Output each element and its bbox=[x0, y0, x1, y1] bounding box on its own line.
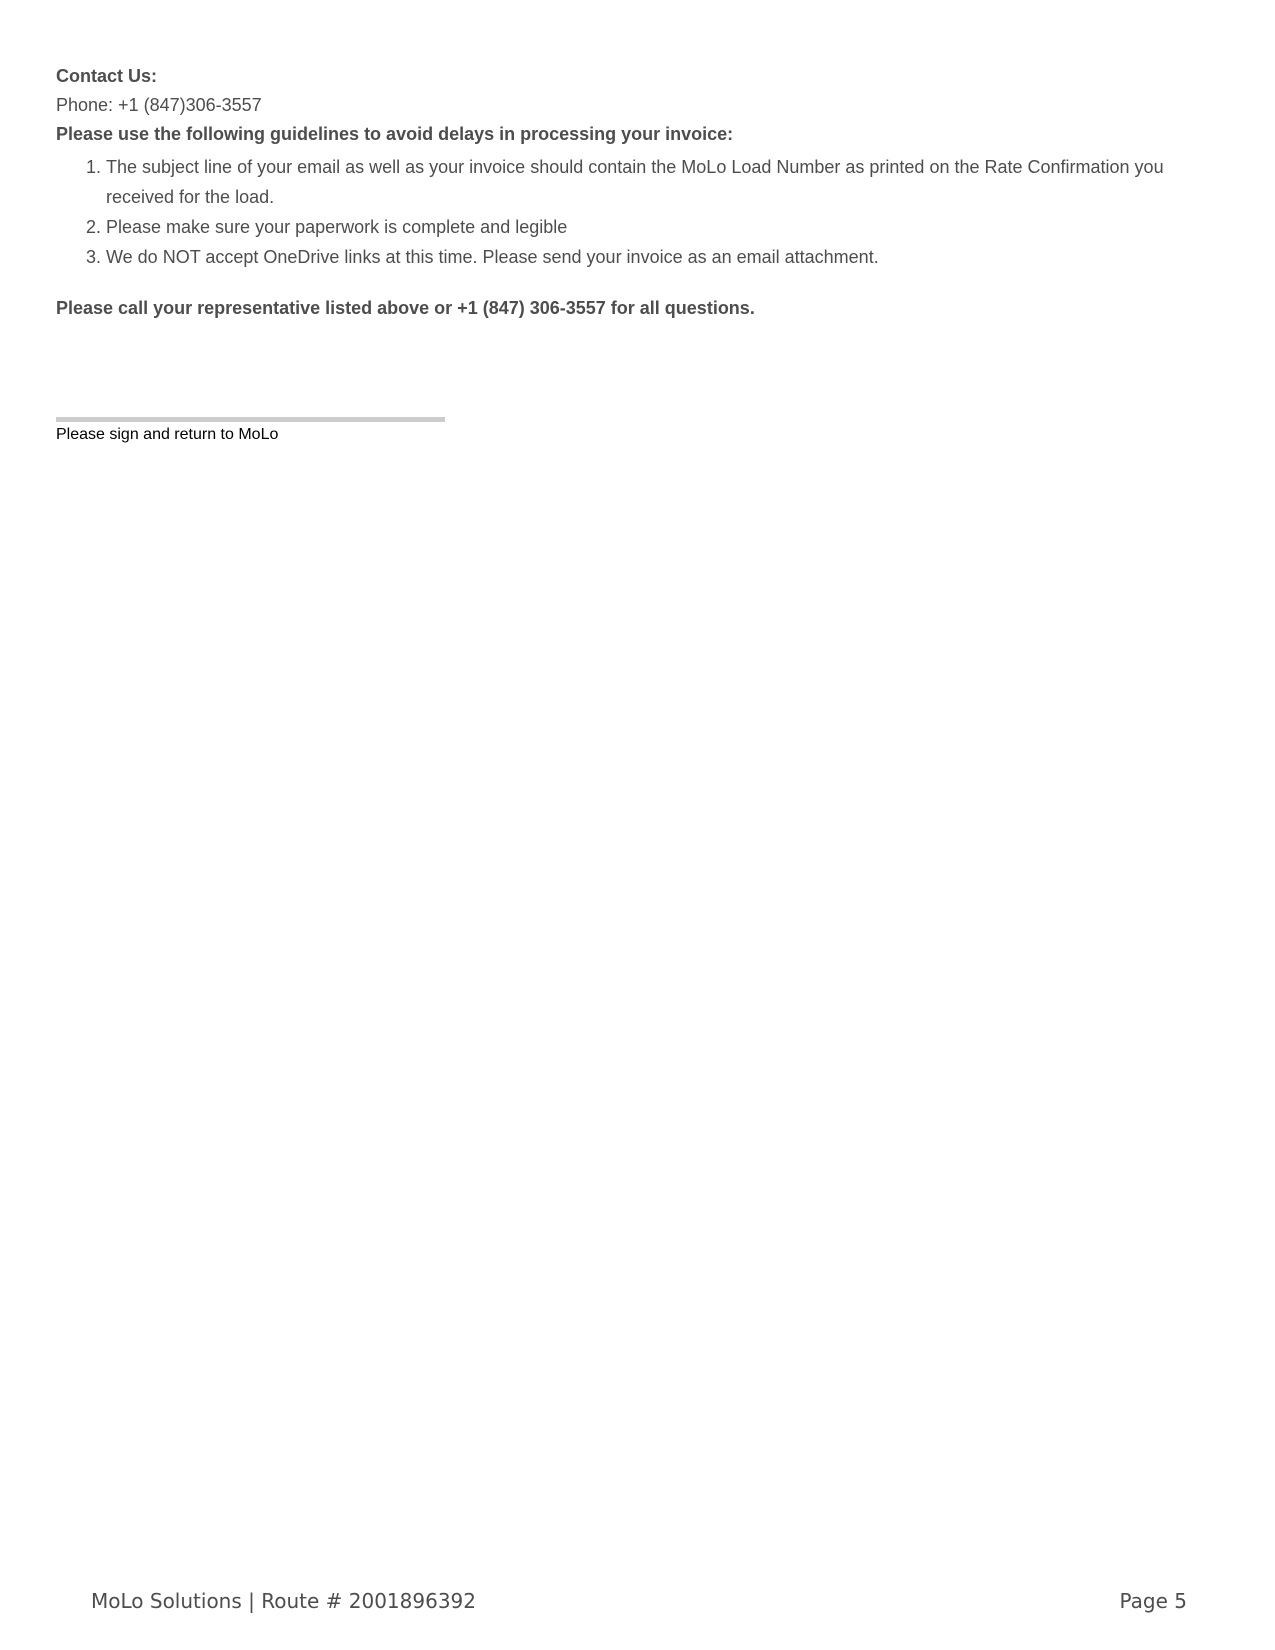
signature-caption: Please sign and return to MoLo bbox=[56, 426, 279, 443]
contact-heading: Contact Us: bbox=[56, 66, 158, 86]
questions-note: Please call your representative listed above or +1 (847) 306-3557 for all questions. bbox=[56, 298, 755, 318]
signature-line bbox=[56, 417, 445, 422]
guideline-item: 2. Please make sure your paperwork is complete and legible bbox=[106, 212, 1226, 242]
guideline-item: 1. The subject line of your email as well as your invoice should contain the MoLo Load Number as printed on the Rate Confirmation you received for the load. bbox=[106, 152, 1226, 212]
guidelines-heading: Please use the following guidelines to avoid delays in processing your invoice: bbox=[56, 124, 734, 144]
guidelines-list bbox=[56, 152, 1226, 272]
contact-phone: Phone: +1 (847)306-3557 bbox=[56, 95, 262, 115]
guideline-item: 3. We do NOT accept OneDrive links at this time. Please send your invoice as an email attachment. bbox=[106, 242, 1226, 272]
document-body bbox=[56, 64, 1226, 320]
footer-route: MoLo Solutions | Route # 2001896392 bbox=[91, 1589, 476, 1613]
footer-page-number: Page 5 bbox=[1119, 1589, 1187, 1613]
